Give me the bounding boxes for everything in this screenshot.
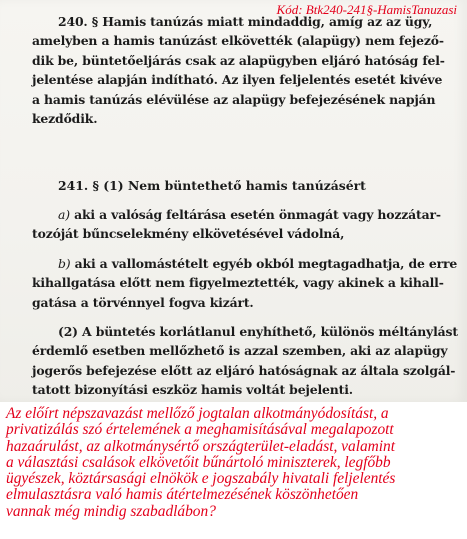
red-commentary xyxy=(6,406,462,520)
commentary-line: Az előírt népszavazást mellőző jogtalan alkotmányódosítást, a xyxy=(6,405,389,422)
section-241-point-a xyxy=(32,205,444,244)
section-240-line: kezdődik. xyxy=(32,111,98,127)
point-a-letter: a) xyxy=(58,207,70,222)
section-240-paragraph xyxy=(32,12,444,128)
section-240-line: amelyben a hamis tanúzást elkövették (alapügy) nem fejező- xyxy=(32,33,444,49)
point-b-line: kihallgatása előtt nem figyelmeztették, vagy akinek a kihall- xyxy=(32,275,444,291)
commentary-line: vannak még mindig szabadlábon? xyxy=(6,502,216,520)
document-code-label: Kód: Btk240-241§-HamisTanuzasi xyxy=(276,2,457,17)
commentary-line: hazaárulást, az alkotmánysértő országterület-eladást, valamint xyxy=(6,437,396,455)
section-241-paragraph-2 xyxy=(32,322,458,400)
commentary-line: privatizálás szó értelemének a meghamisításával megalapozott xyxy=(6,421,394,439)
point-b-line xyxy=(32,254,458,273)
point-b-line: gatása a törvénnyel fogva kizárt. xyxy=(32,294,254,310)
section-240-line: dik be, büntetőeljárás csak az alapügyben eljáró hatóság fel- xyxy=(32,52,445,68)
commentary-line: elmulasztásra való hamis átértelmezésének köszönhetően xyxy=(6,486,359,504)
paragraph-2-line: érdemlő esetben mellőzhető is azzal szemben, aki az alapügy xyxy=(32,343,448,359)
section-241-heading: 241. § (1) Nem büntethető hamis tanúzásért xyxy=(58,178,366,193)
point-a-line: tozóját bűncselekmény elkövetésével vádolná, xyxy=(32,226,345,242)
point-b-text: aki a vallomástételt egyéb okból megtagadhatja, de erre xyxy=(74,256,458,271)
commentary-line: a választási csalások elkövetőit bűnártoló miniszterek, legfőbb xyxy=(6,453,391,471)
section-241-point-b xyxy=(32,254,458,312)
paragraph-2-line: (2) A büntetés korlátlanul enyhíthető, különös méltánylást xyxy=(58,324,458,339)
paragraph-2-line: tatott bizonyítási eszköz hamis voltát bejelenti. xyxy=(32,382,353,398)
paragraph-2-line: jogerős befejezése előtt az eljáró hatóságnak az általa szolgál- xyxy=(32,362,456,378)
section-240-line: 240. § Hamis tanúzás miatt mindaddig, amíg az az ügy, xyxy=(58,14,433,29)
section-240-line: a hamis tanúzás elévülése az alapügy befejezésének napján xyxy=(32,91,436,107)
point-b-letter: b) xyxy=(58,256,71,271)
commentary-line: ügyészek, köztársasági elnökök e jogszabály hivatali feljelentés xyxy=(6,470,396,488)
section-240-line: jelentése alapján indítható. Az ilyen feljelentés esetét kivéve xyxy=(32,72,443,88)
point-a-line xyxy=(32,205,444,224)
point-a-text: aki a valóság feltárása esetén önmagát vagy hozzátar- xyxy=(74,207,441,222)
